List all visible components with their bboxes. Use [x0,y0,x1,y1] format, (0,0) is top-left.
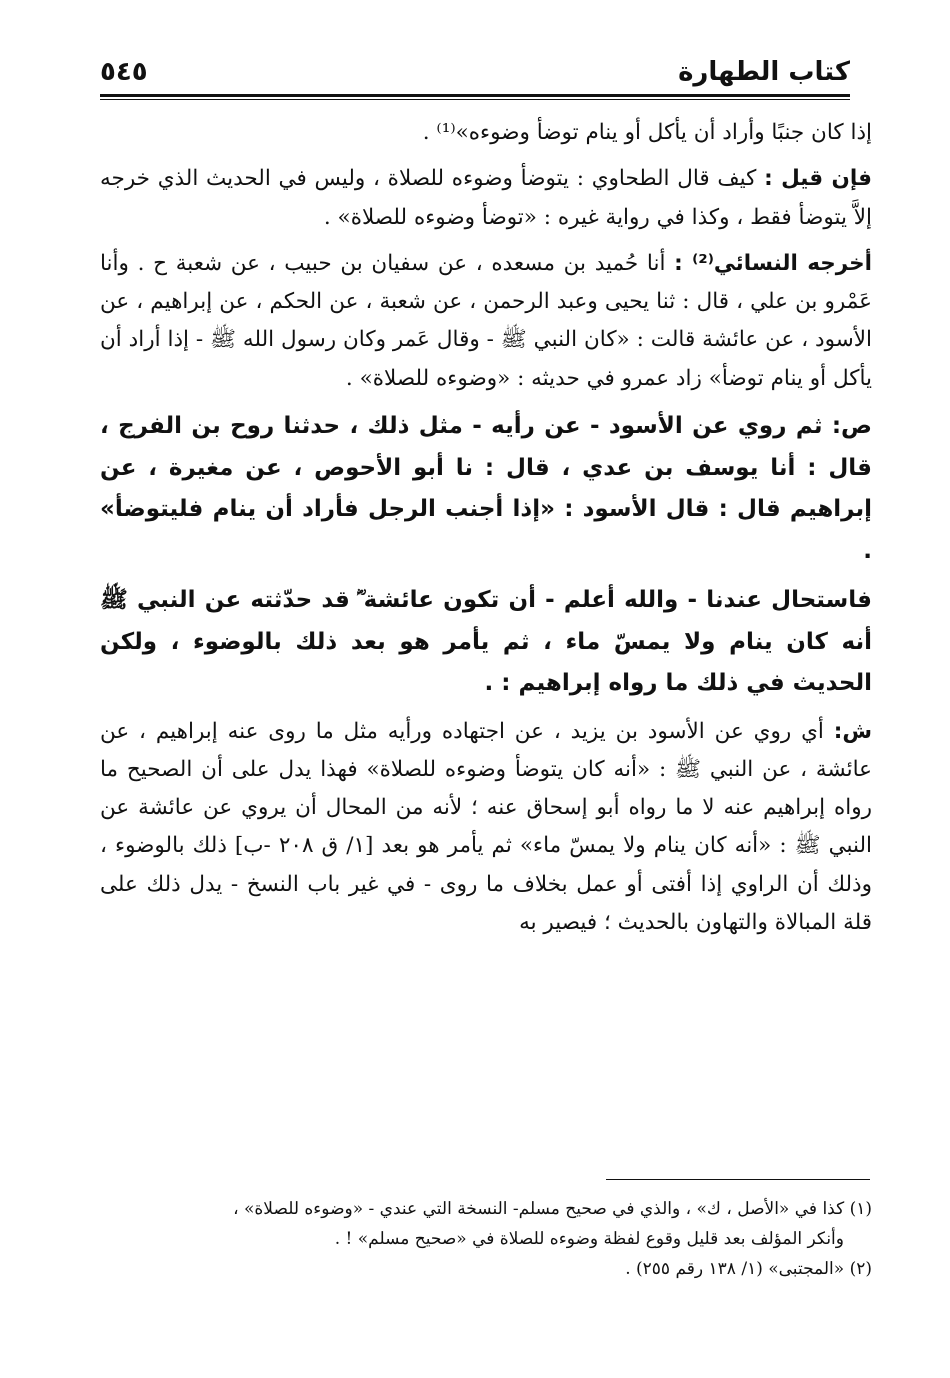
paragraph-6-lead: ش: [833,718,872,744]
footnotes [100,1194,872,1284]
running-header [100,52,850,96]
paragraph-2-text: كيف قال الطحاوي : يتوضأ وضوءه للصلاة ، وليس في الحديث الذي خرجه إلاَّ يتوضأ فقط ، وكذا في رواية غيره : «توضأ وضوءه للصلاة» . [100,166,872,230]
footnote-rule [606,1179,870,1180]
footnote-1: (١) كذا في «الأصل ، ك» ، والذي في صحيح مسلم- النسخة التي عندي - «وضوءه للصلاة» ، [233,1199,872,1219]
book-title: كتاب الطهارة [678,57,850,87]
paragraph-6-text: أي روي عن الأسود بن يزيد ، عن اجتهاده ورأيه مثل ما روى عنه إبراهيم ، عن عائشة ، عن النبي ﷺ : «أنه كان يتوضأ وضوءه للصلاة» فهذا يدل على أن الصحيح ما رواه إبراهيم عنه لا ما رواه أبو إسحاق عنه ؛ لأنه من المحال أن يروي عن عائشة عن النبي ﷺ : «أنه كان ينام ولا يمسّ ماء» ثم يأمر هو بعد [١/ ق ٢٠٨ -ب] ذلك بالوضوء ، وذلك أن الراوي إذا أفتى أو عمل بخلاف ما روى - في غير باب النسخ - يدل ذلك على قلة المبالاة والتهاون بالحديث ؛ فيصير به [100,718,873,936]
header-rule [100,94,850,97]
paragraph-4: ص: ثم روي عن الأسود - عن رأيه - مثل ذلك ، حدثنا روح بن الفرج ، قال : أنا يوسف بن عدي ، قال : نا أبو الأحوص ، عن مغيرة ، عن إبراهيم قال : قال الأسود : «إذا أجنب الرجل فأراد أن ينام فليتوضأ» . [100,413,872,564]
paragraph-6 [100,713,872,943]
paragraph-3-text: أنا حُميد بن مسعده ، عن سفيان بن حبيب ، عن شعبة ح . وأنا عَمْرو بن علي ، قال : ثنا يحيى وعبد الرحمن ، عن شعبة ، عن الحكم ، عن إبراهيم ، عن الأسود ، عن عائشة قالت : «كان النبي ﷺ - وقال عَمر وكان رسول الله ﷺ - إذا أراد أن يأكل أو ينام توضأ» زاد عمرو في حديثه : «وضوءه للصلاة» . [100,250,872,391]
paragraph-3 [100,245,872,398]
paragraph-3-lead: أخرجه النسائي⁽²⁾ : [674,250,872,276]
paragraph-2 [100,160,872,237]
paragraph-2-lead: فإن قيل : [764,166,872,192]
main-text [100,114,872,942]
footnote-2: (٢) «المجتبى» (١/ ١٣٨ رقم ٢٥٥) . [625,1259,872,1279]
paragraph-1: إذا كان جنبًا وأراد أن يأكل أو ينام توضأ وضوءه»⁽¹⁾ . [422,120,872,145]
page-number: ٥٤٥ [100,57,148,87]
paragraph-5: فاستحال عندنا - والله أعلم - أن تكون عائشة ؓ قد حدّثته عن النبي ﷺ أنه كان ينام ولا يمسّ ماء ، ثم يأمر هو بعد ذلك بالوضوء ، ولكن الحديث في ذلك ما رواه إبراهيم : . [100,587,872,697]
footnote-1-continued: وأنكر المؤلف بعد قليل وقوع لفظة وضوءه للصلاة في «صحيح مسلم» ! . [334,1229,844,1249]
header-rule-thin [100,99,850,100]
